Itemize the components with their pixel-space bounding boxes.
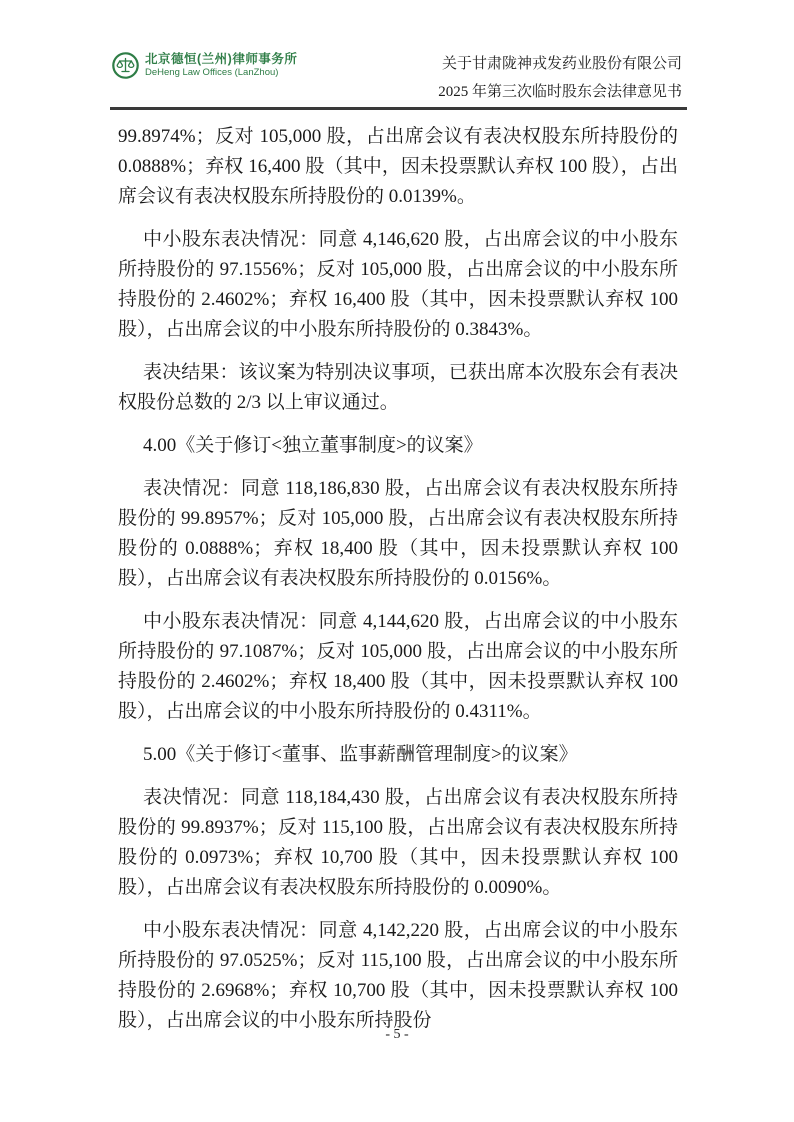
body-paragraph-vote-result-3: 表决结果：该议案为特别决议事项，已获出席本次股东会有表决权股份总数的 2/3 以上审议通过。 [118, 362, 678, 413]
header-divider [110, 107, 687, 110]
page-header [112, 44, 682, 106]
deheng-logo-icon [112, 52, 139, 79]
body-paragraph-vote-continuation: 99.8974%；反对 105,000 股，占出席会议有表决权股东所持股份的 0.0888%；弃权 16,400 股（其中，因未投票默认弃权 100 股），占出席会议有表决权股东所持股份的 0.0139%。 [118, 126, 678, 207]
proposal-heading-5: 5.00《关于修订<董事、监事薪酬管理制度>的议案》 [143, 744, 578, 765]
body-paragraph-minority-vote-3: 中小股东表决情况：同意 4,146,620 股，占出席会议的中小股东所持股份的 97.1556%；反对 105,000 股，占出席会议的中小股东所持股份的 2.4602%；弃权 16,400 股（其中，因未投票默认弃权 100 股），占出席会议的中小股东所持股份的 0.3843%。 [118, 229, 678, 340]
firm-name-english: DeHeng Law Offices (LanZhou) [145, 67, 279, 78]
body-paragraph-vote-4: 表决情况：同意 118,186,830 股，占出席会议有表决权股东所持股份的 99.8957%；反对 105,000 股，占出席会议有表决权股东所持股份的 0.0888%；弃权 18,400 股（其中，因未投票默认弃权 100 股），占出席会议有表决权股东所持股份的 0.0156%。 [118, 478, 678, 589]
firm-name-block [145, 52, 297, 79]
proposal-heading-4: 4.00《关于修订<独立董事制度>的议案》 [143, 435, 483, 456]
body-paragraph-minority-vote-5: 中小股东表决情况：同意 4,142,220 股，占出席会议的中小股东所持股份的 97.0525%；反对 115,100 股，占出席会议的中小股东所持股份的 2.6968%；弃权 10,700 股（其中，因未投票默认弃权 100 股），占出席会议的中小股东所持股份 [118, 920, 678, 1031]
document-title [438, 50, 682, 106]
document-title-line2: 2025 年第三次临时股东会法律意见书 [438, 84, 682, 100]
document-title-line1: 关于甘肃陇神戎发药业股份有限公司 [441, 56, 682, 72]
firm-identity [112, 52, 297, 79]
firm-name-chinese: 北京德恒(兰州)律师事务所 [145, 52, 298, 66]
document-body [118, 122, 678, 1049]
body-paragraph-minority-vote-4: 中小股东表决情况：同意 4,144,620 股，占出席会议的中小股东所持股份的 97.1087%；反对 105,000 股，占出席会议的中小股东所持股份的 2.4602%；弃权 18,400 股（其中，因未投票默认弃权 100 股），占出席会议的中小股东所持股份的 0.4311%。 [118, 611, 678, 722]
page-number: - 5 - [385, 1027, 409, 1042]
page-footer [0, 1027, 794, 1043]
body-paragraph-vote-5: 表决情况：同意 118,184,430 股，占出席会议有表决权股东所持股份的 99.8937%；反对 115,100 股，占出席会议有表决权股东所持股份的 0.0973%；弃权 10,700 股（其中，因未投票默认弃权 100 股），占出席会议有表决权股东所持股份的 0.0090%。 [118, 787, 678, 898]
